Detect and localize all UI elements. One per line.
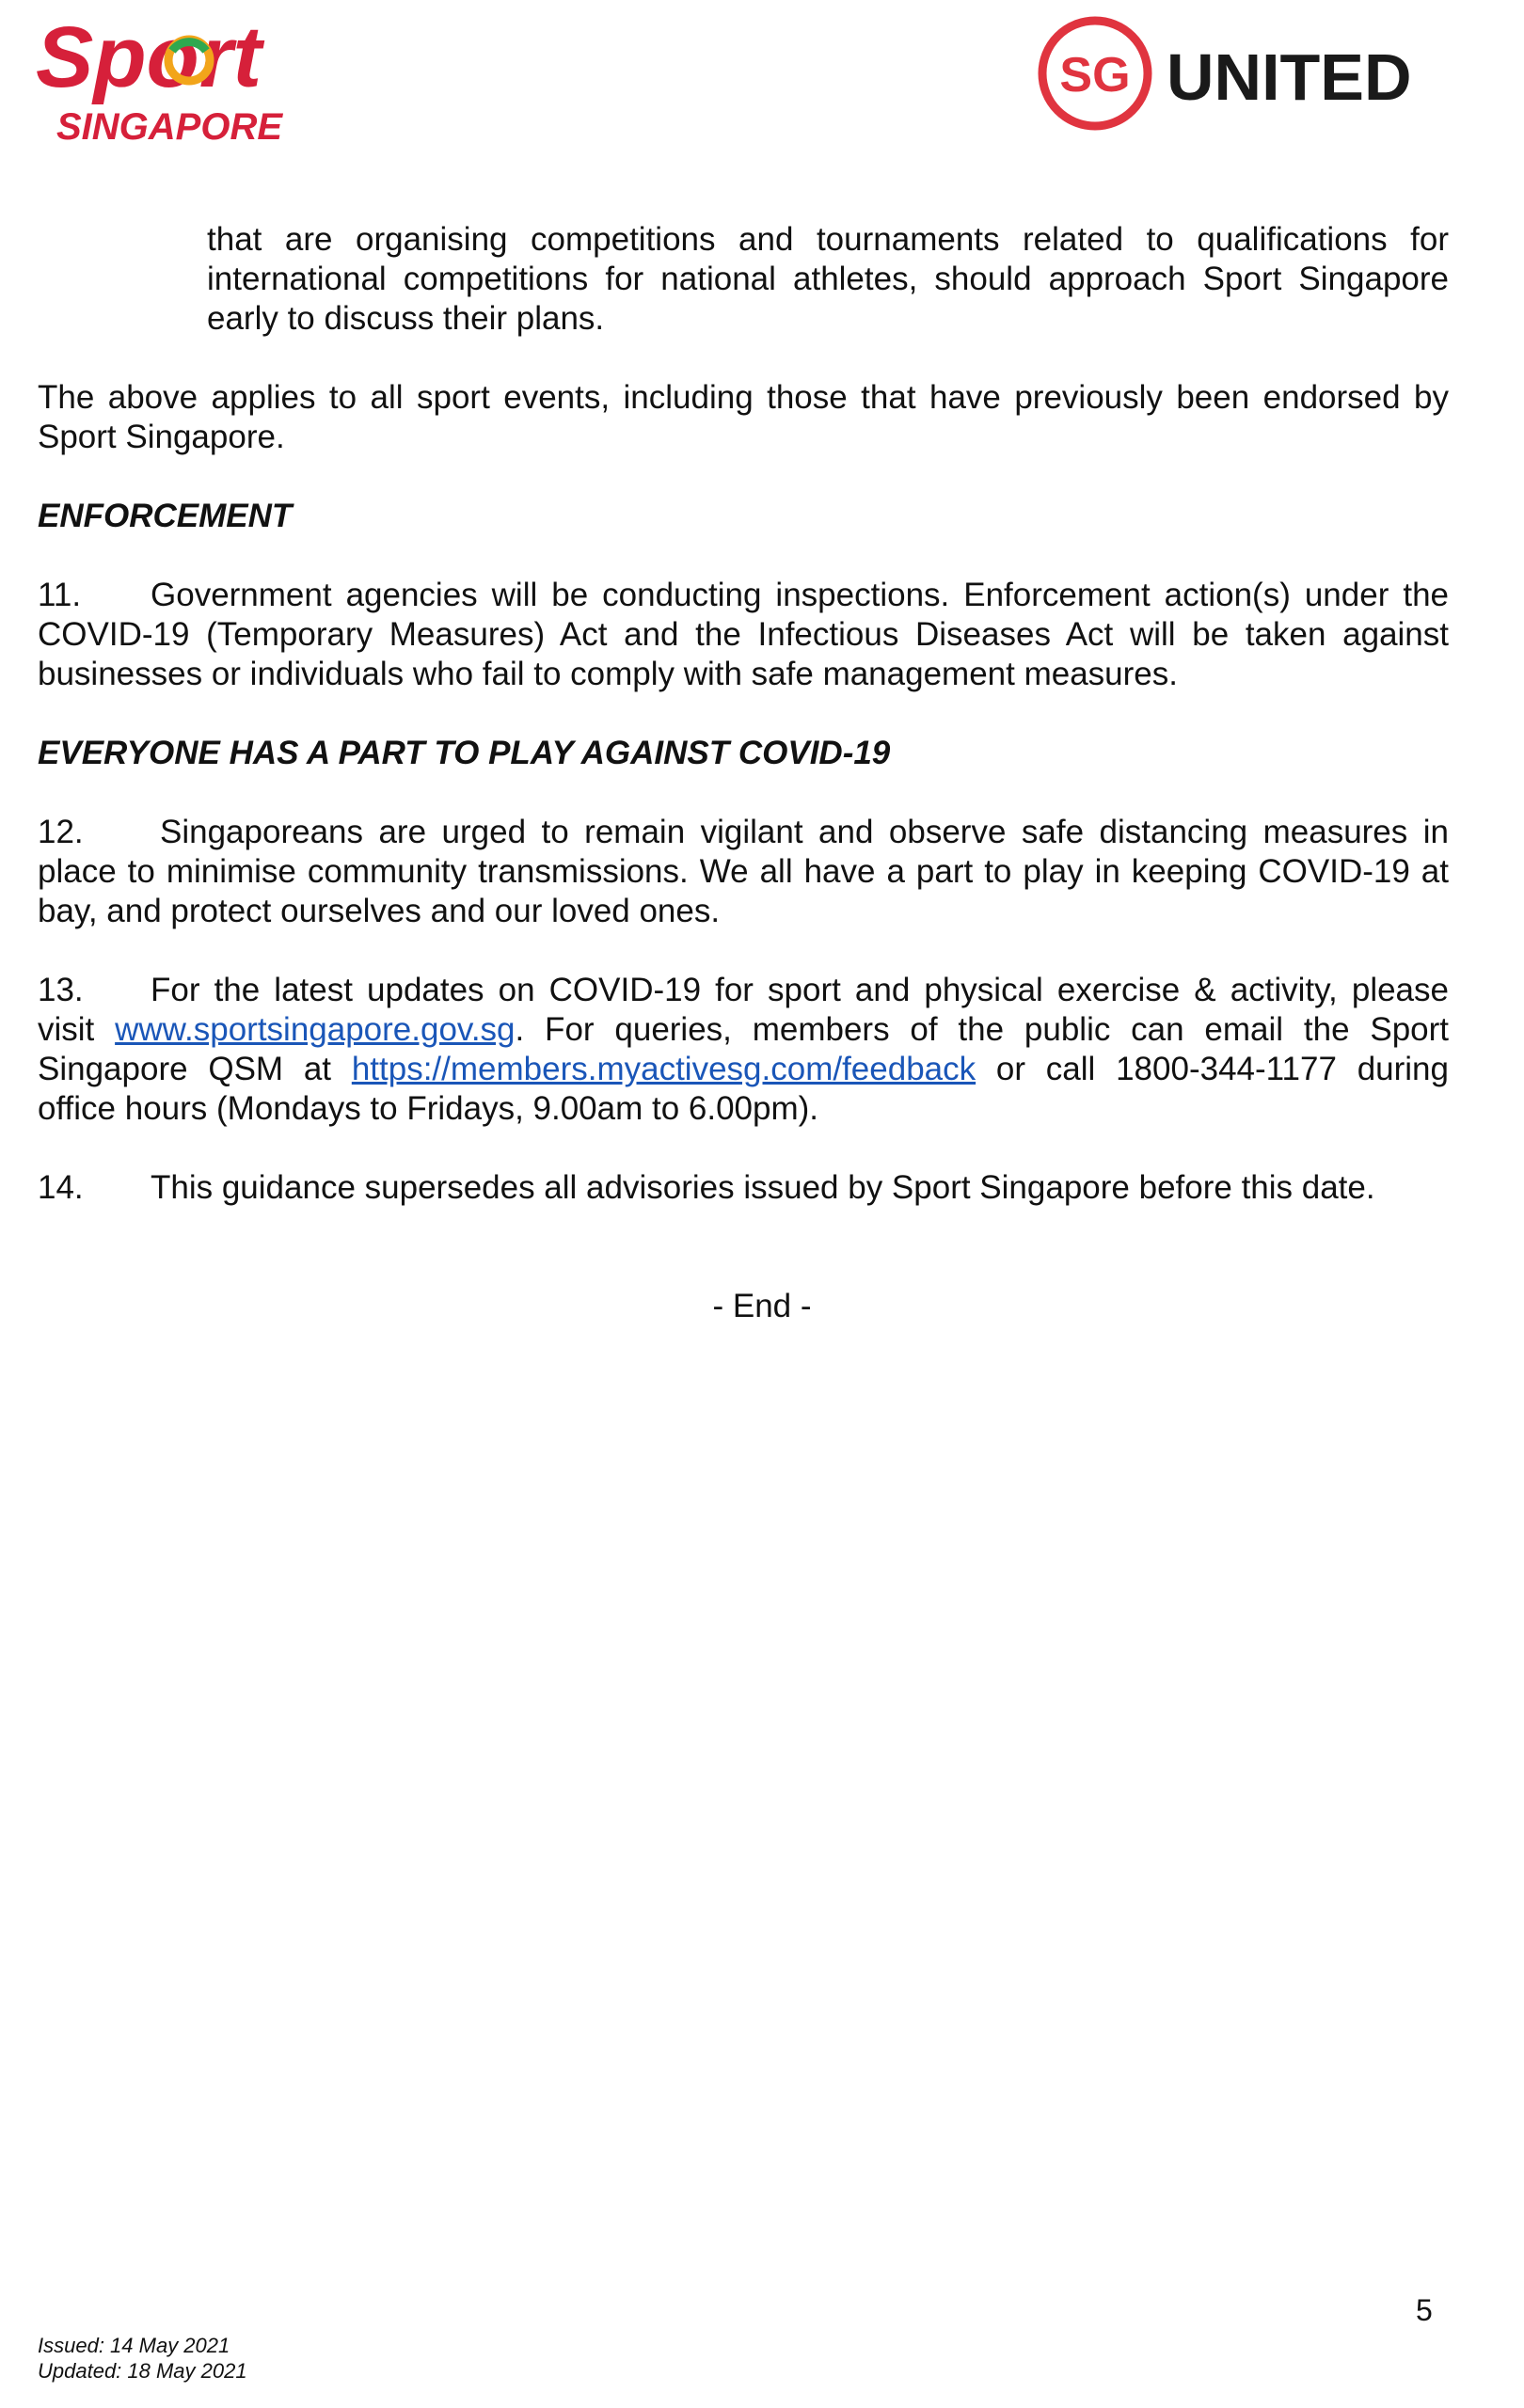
everyone-heading: EVERYONE HAS A PART TO PLAY AGAINST COVID-19 xyxy=(38,735,891,771)
sport-logo-subtitle: SINGAPORE xyxy=(56,106,283,148)
page-number: 5 xyxy=(1416,2293,1433,2327)
paragraph-12 xyxy=(38,813,1449,931)
paragraph-12-text: Singaporeans are urged to remain vigilant and observe safe distancing measures in place to minimise community transmissions. We all have a part to play in keeping COVID-19 at bay, and protect ourselves and our loved ones. xyxy=(38,814,1449,929)
paragraph-number: 14. xyxy=(38,1169,84,1206)
intro-paragraph: that are organising competitions and tournaments related to qualifications for international competitions for national athletes, should approach Sport Singapore early to discuss their plans. xyxy=(207,221,1449,337)
paragraph-14 xyxy=(38,1168,1449,1208)
enforcement-heading: ENFORCEMENT xyxy=(38,498,293,534)
paragraph-13-text-part1: For the latest updates on COVID-19 for sport and physical exercise & activity, please visit xyxy=(38,972,1449,1048)
sportsingapore-link[interactable]: www.sportsingapore.gov.sg xyxy=(115,1011,516,1048)
sg-united-logo xyxy=(1035,8,1449,139)
applies-paragraph: The above applies to all sport events, including those that have previously been endorsed by Sport Singapore. xyxy=(38,379,1449,455)
document-footer xyxy=(38,2333,247,2384)
paragraph-number: 13. xyxy=(38,972,84,1008)
end-marker: - End - xyxy=(712,1288,812,1324)
sport-singapore-logo xyxy=(36,9,318,150)
paragraph-11 xyxy=(38,576,1449,694)
updated-date: Updated: 18 May 2021 xyxy=(38,2359,247,2383)
issued-date: Issued: 14 May 2021 xyxy=(38,2334,230,2357)
sg-badge-text: SG xyxy=(1059,48,1131,103)
paragraph-number: 12. xyxy=(38,814,84,850)
sport-logo-word: Sport xyxy=(36,9,262,105)
feedback-link[interactable]: https://members.myactivesg.com/feedback xyxy=(351,1051,976,1087)
paragraph-number: 11. xyxy=(38,577,82,613)
paragraph-13-text-part3: or call 1800-344-1177 during office hours (Mondays to Fridays, 9.00am to 6.00pm). xyxy=(38,1051,1449,1127)
paragraph-13-text-part2: . For queries, members of the public can email the Sport Singapore QSM at xyxy=(38,1011,1450,1087)
paragraph-14-text: This guidance supersedes all advisories issued by Sport Singapore before this date. xyxy=(151,1169,1375,1206)
paragraph-13 xyxy=(38,971,1449,1129)
united-word: UNITED xyxy=(1167,40,1412,114)
paragraph-11-text: Government agencies will be conducting inspections. Enforcement action(s) under the COVID-19 (Temporary Measures) Act and the Infectious Diseases Act will be taken against businesses or individuals who fail to comply with safe management measures. xyxy=(38,577,1449,692)
